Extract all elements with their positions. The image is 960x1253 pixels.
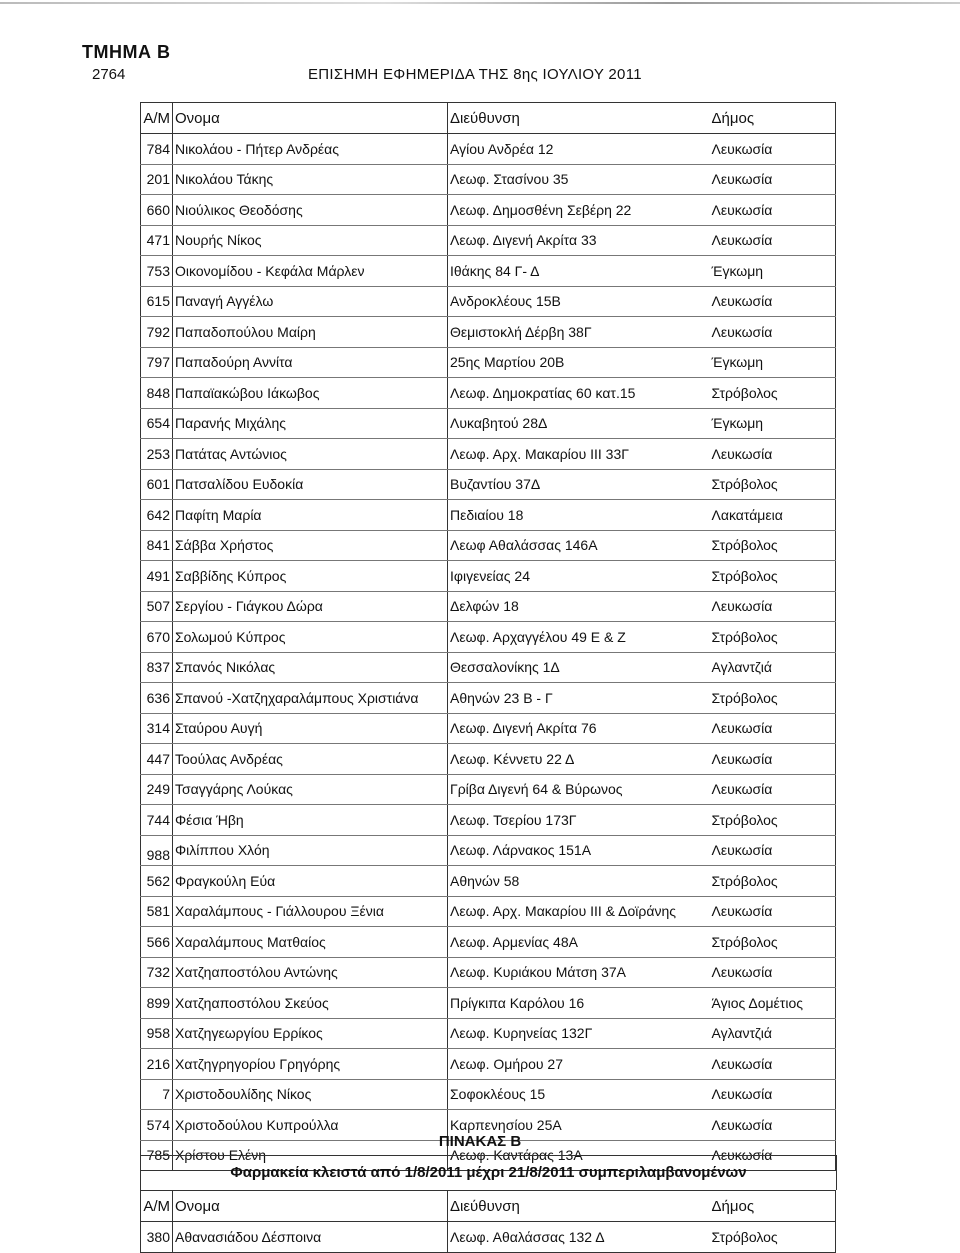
table-row — [141, 774, 836, 805]
cell-municipality: Λευκωσία — [710, 744, 836, 775]
cell-address: Λεωφ Αθαλάσσας 146Α — [448, 530, 710, 561]
cell-name: Φέσια Ήβη — [173, 805, 448, 836]
table-row — [141, 1018, 836, 1049]
cell-am: 253 — [141, 439, 173, 470]
cell-am: 249 — [141, 774, 173, 805]
column-header-am: Α/Μ — [141, 103, 173, 134]
cell-municipality: Λευκωσία — [710, 1049, 836, 1080]
cell-address: Λεωφ. Αρμενίας 48Α — [448, 927, 710, 958]
cell-address: Αγίου Ανδρέα 12 — [448, 134, 710, 165]
cell-am: 216 — [141, 1049, 173, 1080]
table-row — [141, 622, 836, 653]
cell-am: 471 — [141, 225, 173, 256]
table-row — [141, 439, 836, 470]
cell-am: 636 — [141, 683, 173, 714]
cell-municipality: Στρόβολος — [710, 683, 836, 714]
cell-municipality: Λευκωσία — [710, 1110, 836, 1141]
table-row — [141, 927, 836, 958]
cell-municipality: Λευκωσία — [710, 896, 836, 927]
table-row — [141, 286, 836, 317]
cell-name: Φραγκούλη Εύα — [173, 866, 448, 897]
cell-am: 899 — [141, 988, 173, 1019]
cell-address: Θεσσαλονίκης 1Δ — [448, 652, 710, 683]
cell-name: Σταύρου Αυγή — [173, 713, 448, 744]
cell-address: Λεωφ. Καντάρας 13Α — [448, 1140, 710, 1171]
cell-am: 784 — [141, 134, 173, 165]
cell-address: Λεωφ. Διγενή Ακρίτα 76 — [448, 713, 710, 744]
cell-municipality: Λευκωσία — [710, 317, 836, 348]
cell-am: 744 — [141, 805, 173, 836]
table-header-row — [141, 103, 836, 134]
cell-municipality: Στρόβολος — [710, 1222, 836, 1253]
table-row — [141, 835, 836, 866]
cell-municipality: Λευκωσία — [710, 713, 836, 744]
cell-address: Λεωφ. Κυριάκου Μάτση 37Α — [448, 957, 710, 988]
cell-name: Χριστοδουλίδης Νίκος — [173, 1079, 448, 1110]
cell-municipality: Λευκωσία — [710, 225, 836, 256]
cell-address: Λεωφ. Κυρηνείας 132Γ — [448, 1018, 710, 1049]
column-header-municipality: Δήμος — [710, 1191, 836, 1222]
cell-address: Ανδροκλέους 15Β — [448, 286, 710, 317]
cell-address: Λεωφ. Αρχαγγέλου 49 Ε & Ζ — [448, 622, 710, 653]
cell-municipality: Αγλαντζιά — [710, 1018, 836, 1049]
column-header-address: Διεύθυνση — [448, 103, 710, 134]
cell-municipality: Στρόβολος — [710, 530, 836, 561]
cell-municipality: Λευκωσία — [710, 835, 836, 866]
cell-name: Τσαγγάρης Λούκας — [173, 774, 448, 805]
top-rule — [0, 2, 960, 4]
table-row — [141, 164, 836, 195]
cell-municipality: Λευκωσία — [710, 439, 836, 470]
cell-address: Λεωφ. Αθαλάσσας 132 Δ — [448, 1222, 710, 1253]
cell-name: Νουρής Νίκος — [173, 225, 448, 256]
cell-name: Αθανασιάδου Δέσποινα — [173, 1222, 448, 1253]
cell-municipality: Λευκωσία — [710, 1079, 836, 1110]
table-row — [141, 866, 836, 897]
cell-name: Παπαδούρη Αννίτα — [173, 347, 448, 378]
cell-address: Λεωφ. Λάρνακος 151Α — [448, 835, 710, 866]
cell-name: Σπανός Νικόλας — [173, 652, 448, 683]
cell-am: 841 — [141, 530, 173, 561]
journal-title: ΕΠΙΣΗΜΗ ΕΦΗΜΕΡΙΔΑ ΤΗΣ 8ης ΙΟΥΛΙΟΥ 2011 — [308, 66, 642, 83]
table-row — [141, 134, 836, 165]
cell-address: Λεωφ. Κέννετυ 22 Δ — [448, 744, 710, 775]
pharmacies-table — [140, 102, 836, 1171]
cell-municipality: Λευκωσία — [710, 164, 836, 195]
cell-name: Παφίτη Μαρία — [173, 500, 448, 531]
cell-am: 562 — [141, 866, 173, 897]
cell-municipality: Στρόβολος — [710, 805, 836, 836]
cell-name: Παπαϊακώβου Ιάκωβος — [173, 378, 448, 409]
cell-address: 25ης Μαρτίου 20Β — [448, 347, 710, 378]
cell-am: 753 — [141, 256, 173, 287]
cell-am: 566 — [141, 927, 173, 958]
table-row — [141, 317, 836, 348]
cell-am: 958 — [141, 1018, 173, 1049]
table-row — [141, 744, 836, 775]
cell-name: Παναγή Αγγέλω — [173, 286, 448, 317]
cell-am: 491 — [141, 561, 173, 592]
cell-municipality: Στρόβολος — [710, 927, 836, 958]
cell-am: 837 — [141, 652, 173, 683]
table-row — [141, 591, 836, 622]
cell-address: Λεωφ. Στασίνου 35 — [448, 164, 710, 195]
table-row — [141, 1079, 836, 1110]
cell-name: Παρανής Μιχάλης — [173, 408, 448, 439]
cell-address: Αθηνών 58 — [448, 866, 710, 897]
table-row — [141, 805, 836, 836]
cell-am: 732 — [141, 957, 173, 988]
cell-am: 797 — [141, 347, 173, 378]
cell-am: 447 — [141, 744, 173, 775]
cell-address: Αθηνών 23 Β - Γ — [448, 683, 710, 714]
cell-municipality: Έγκωμη — [710, 408, 836, 439]
cell-am: 507 — [141, 591, 173, 622]
page-number: 2764 — [92, 66, 126, 83]
cell-name: Χατζηγεωργίου Ερρίκος — [173, 1018, 448, 1049]
cell-address: Λεωφ. Δημοκρατίας 60 κατ.15 — [448, 378, 710, 409]
column-header-address: Διεύθυνση — [448, 1191, 710, 1222]
cell-address: Λεωφ. Αρχ. Μακαρίου ΙΙΙ 33Γ — [448, 439, 710, 470]
cell-address: Λεωφ. Αρχ. Μακαρίου ΙΙΙ & Δοϊράνης — [448, 896, 710, 927]
cell-municipality: Λευκωσία — [710, 286, 836, 317]
cell-address: Πρίγκιπα Καρόλου 16 — [448, 988, 710, 1019]
cell-name: Σολωμού Κύπρος — [173, 622, 448, 653]
cell-municipality: Στρόβολος — [710, 866, 836, 897]
cell-municipality: Λευκωσία — [710, 1140, 836, 1171]
cell-address: Ιφιγενείας 24 — [448, 561, 710, 592]
cell-am: 581 — [141, 896, 173, 927]
table-row — [141, 988, 836, 1019]
cell-municipality: Άγιος Δομέτιος — [710, 988, 836, 1019]
cell-name: Παπαδοπούλου Μαίρη — [173, 317, 448, 348]
cell-am: 654 — [141, 408, 173, 439]
cell-name: Φιλίππου Χλόη — [173, 835, 448, 866]
cell-name: Χριστοδούλου Κυπρούλλα — [173, 1110, 448, 1141]
cell-name: Σπανού -Χατζηχαραλάμπους Χριστιάνα — [173, 683, 448, 714]
column-header-name: Ονομα — [173, 1191, 448, 1222]
cell-address: Λεωφ. Ομήρου 27 — [448, 1049, 710, 1080]
table-row — [141, 378, 836, 409]
cell-municipality: Στρόβολος — [710, 378, 836, 409]
cell-name: Χατζηαποστόλου Αντώνης — [173, 957, 448, 988]
cell-name: Χατζηαποστόλου Σκεύος — [173, 988, 448, 1019]
table-row — [141, 347, 836, 378]
cell-municipality: Λευκωσία — [710, 957, 836, 988]
cell-address: Γρίβα Διγενή 64 & Βύρωνος — [448, 774, 710, 805]
cell-am: 670 — [141, 622, 173, 653]
cell-name: Σάββα Χρήστος — [173, 530, 448, 561]
table-b-subtitle: Φαρμακεία κλειστά από 1/8/2011 μέχρι 21/8/2011 συμπεριλαμβανομένων — [140, 1155, 837, 1190]
table-row — [141, 713, 836, 744]
cell-address: Βυζαντίου 37Δ — [448, 469, 710, 500]
cell-name: Χρίστου Ελένη — [173, 1140, 448, 1171]
cell-address: Σοφοκλέους 15 — [448, 1079, 710, 1110]
cell-municipality: Λευκωσία — [710, 774, 836, 805]
cell-name: Νικολάου Τάκης — [173, 164, 448, 195]
table-row — [141, 683, 836, 714]
cell-am: 848 — [141, 378, 173, 409]
cell-name: Σαββίδης Κύπρος — [173, 561, 448, 592]
cell-address: Λεωφ. Δημοσθένη Σεβέρη 22 — [448, 195, 710, 226]
cell-am: 7 — [141, 1079, 173, 1110]
column-header-municipality: Δήμος — [710, 103, 836, 134]
cell-municipality: Λευκωσία — [710, 134, 836, 165]
cell-am: 988 — [141, 835, 173, 866]
cell-municipality: Έγκωμη — [710, 347, 836, 378]
cell-municipality: Λευκωσία — [710, 195, 836, 226]
cell-am: 574 — [141, 1110, 173, 1141]
cell-name: Νιούλικος Θεοδόσης — [173, 195, 448, 226]
cell-address: Λεωφ. Τσερίου 173Γ — [448, 805, 710, 836]
table-row — [141, 957, 836, 988]
cell-am: 601 — [141, 469, 173, 500]
table-b-title: ΠΙΝΑΚΑΣ Β — [438, 1133, 522, 1150]
cell-name: Τοούλας Ανδρέας — [173, 744, 448, 775]
cell-name: Χατζηγρηγορίου Γρηγόρης — [173, 1049, 448, 1080]
cell-municipality: Αγλαντζιά — [710, 652, 836, 683]
table-row — [141, 408, 836, 439]
cell-municipality: Στρόβολος — [710, 622, 836, 653]
cell-am: 642 — [141, 500, 173, 531]
cell-address: Θεμιστοκλή Δέρβη 38Γ — [448, 317, 710, 348]
cell-name: Χαραλάμπους - Γιάλλουρου Ξένια — [173, 896, 448, 927]
table-row — [141, 256, 836, 287]
table-row — [141, 500, 836, 531]
cell-am: 792 — [141, 317, 173, 348]
column-header-am: Α/Μ — [141, 1191, 173, 1222]
cell-am: 380 — [141, 1222, 173, 1253]
cell-municipality: Έγκωμη — [710, 256, 836, 287]
table-b — [140, 1190, 836, 1253]
table-row — [141, 530, 836, 561]
cell-address: Λεωφ. Διγενή Ακρίτα 33 — [448, 225, 710, 256]
cell-am: 615 — [141, 286, 173, 317]
cell-municipality: Λευκωσία — [710, 591, 836, 622]
cell-address: Λυκαβητού 28Δ — [448, 408, 710, 439]
cell-address: Καρπενησίου 25Α — [448, 1110, 710, 1141]
cell-am: 660 — [141, 195, 173, 226]
cell-municipality: Λακατάμεια — [710, 500, 836, 531]
table-row — [141, 195, 836, 226]
table-row — [141, 469, 836, 500]
table-header-row — [141, 1191, 836, 1222]
cell-municipality: Στρόβολος — [710, 469, 836, 500]
cell-name: Χαραλάμπους Ματθαίος — [173, 927, 448, 958]
cell-address: Πεδιαίου 18 — [448, 500, 710, 531]
cell-address: Ιθάκης 84 Γ- Δ — [448, 256, 710, 287]
table-row — [141, 1049, 836, 1080]
cell-address: Δελφών 18 — [448, 591, 710, 622]
table-row — [141, 1222, 836, 1253]
cell-name: Πατάτας Αντώνιος — [173, 439, 448, 470]
table-row — [141, 561, 836, 592]
section-heading: ΤΜΗΜΑ Β — [82, 42, 171, 62]
table-row — [141, 225, 836, 256]
cell-name: Οικονομίδου - Κεφάλα Μάρλεν — [173, 256, 448, 287]
cell-am: 785 — [141, 1140, 173, 1171]
cell-name: Σεργίου - Γιάγκου Δώρα — [173, 591, 448, 622]
cell-name: Νικολάου - Πήτερ Ανδρέας — [173, 134, 448, 165]
cell-am: 201 — [141, 164, 173, 195]
cell-name: Πατσαλίδου Ευδοκία — [173, 469, 448, 500]
column-header-name: Ονομα — [173, 103, 448, 134]
table-row — [141, 652, 836, 683]
table-row — [141, 896, 836, 927]
cell-municipality: Στρόβολος — [710, 561, 836, 592]
cell-am: 314 — [141, 713, 173, 744]
